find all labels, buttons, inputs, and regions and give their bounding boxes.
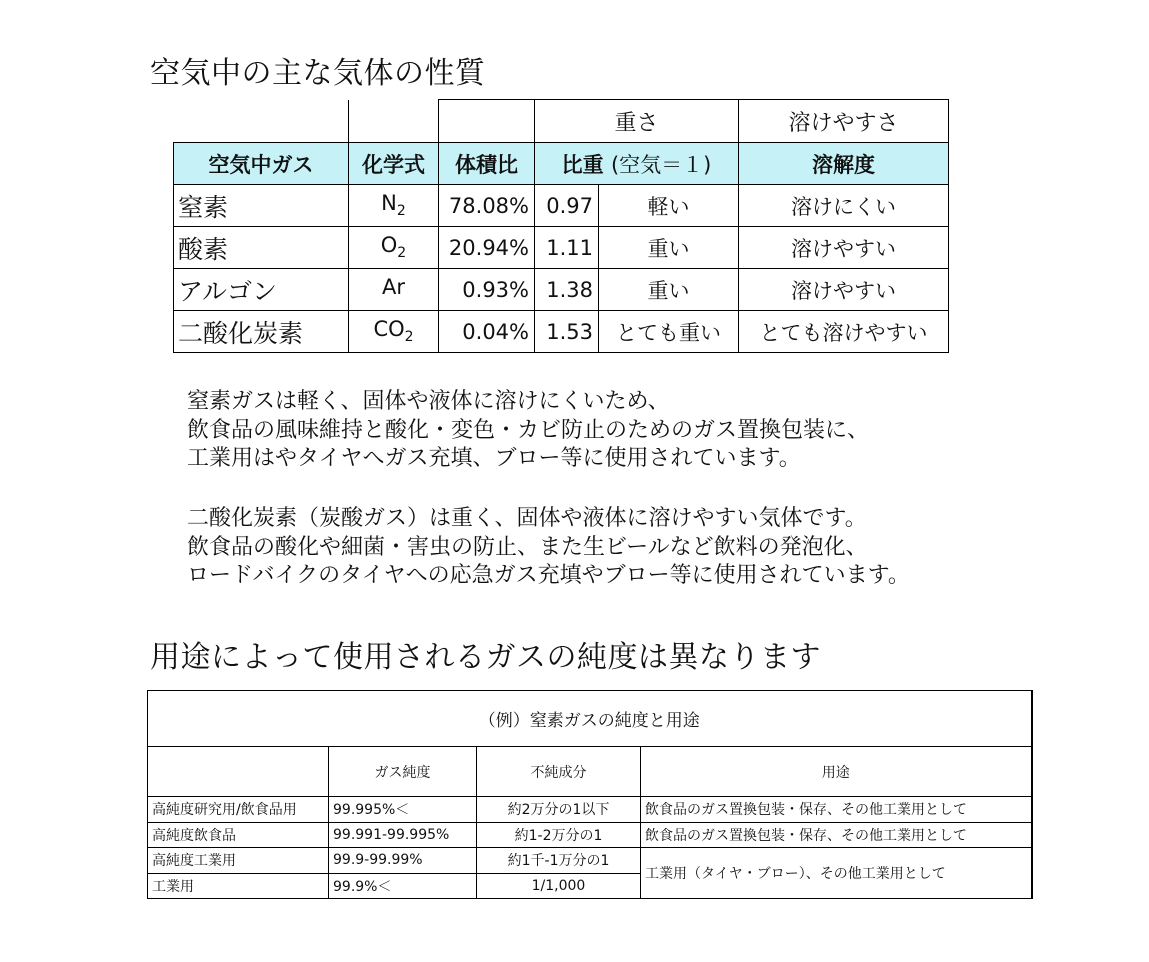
purity-value: 99.9-99.99%: [329, 848, 477, 874]
gas-sg: 1.38: [535, 269, 599, 311]
gas-volume: 20.94%: [439, 227, 535, 269]
purity-grade: 工業用: [148, 873, 329, 899]
purity-value: 99.9%＜: [329, 873, 477, 899]
header-volume: 体積比: [439, 143, 535, 185]
gas-weight: とても重い: [599, 311, 739, 353]
section-title-gas-properties: 空気中の主な気体の性質: [150, 56, 486, 91]
table-row: [148, 797, 1032, 823]
gas-sg: 0.97: [535, 185, 599, 227]
gas-volume: 78.08%: [439, 185, 535, 227]
section-title-purity: 用途によって使用されるガスの純度は異なります: [150, 640, 821, 675]
header-formula: 化学式: [349, 143, 439, 185]
paragraph-line: 飲食品の酸化や細菌・害虫の防止、また生ビールなど飲料の発泡化、: [187, 534, 868, 560]
gas-formula: Ar: [349, 269, 439, 311]
paragraph-line: 工業用はやタイヤへガス充填、ブロー等に使用されています。: [187, 446, 801, 471]
header-sg-label: 比重: [561, 152, 604, 177]
group-header-weight: 重さ: [535, 100, 739, 143]
header-sg-note: (空気＝１): [610, 152, 712, 177]
usage-value: 飲食品のガス置換包装・保存、その他工業用として: [641, 822, 1032, 848]
impurity-value: 約1千-1万分の1: [477, 848, 641, 874]
impurity-value: 約1-2万分の1: [477, 822, 641, 848]
gas-name: 窒素: [174, 185, 349, 227]
purity-grade: 高純度飲食品: [148, 822, 329, 848]
table-row: [174, 185, 949, 227]
gas-formula: $O_2$: [349, 227, 439, 269]
impurity-value: 1/1,000: [477, 873, 641, 899]
nitrogen-purity-table: [147, 690, 1033, 899]
purity-header-row: [148, 747, 1032, 797]
purity-grade: 高純度研究用/飲食品用: [148, 797, 329, 823]
header-impurity: 不純成分: [477, 747, 641, 797]
usage-value: 工業用（タイヤ・ブロー）、その他工業用として: [641, 848, 1032, 899]
gas-solubility: 溶けやすい: [739, 269, 949, 311]
gas-solubility: 溶けやすい: [739, 227, 949, 269]
table-header-row: [174, 143, 949, 185]
usage-value: 飲食品のガス置換包装・保存、その他工業用として: [641, 797, 1032, 823]
gas-weight: 重い: [599, 269, 739, 311]
gas-formula: $CO_2$: [349, 311, 439, 353]
gas-sg: 1.53: [535, 311, 599, 353]
purity-value: 99.995%＜: [329, 797, 477, 823]
gas-weight: 軽い: [599, 185, 739, 227]
purity-table-title-row: [148, 691, 1032, 747]
header-purity: ガス純度: [329, 747, 477, 797]
blank-cell: [174, 100, 349, 143]
blank-cell: [439, 100, 535, 143]
gas-volume: 0.93%: [439, 269, 535, 311]
header-solubility: 溶解度: [739, 143, 949, 185]
impurity-value: 約2万分の1以下: [477, 797, 641, 823]
gas-volume: 0.04%: [439, 311, 535, 353]
header-grade: [148, 747, 329, 797]
nitrogen-description: [187, 388, 869, 474]
paragraph-line: 二酸化炭素（炭酸ガス）は重く、固体や液体に溶けやすい気体です。: [187, 506, 867, 531]
table-row: [148, 822, 1032, 848]
co2-description: [187, 505, 910, 591]
header-specific-gravity: [535, 143, 739, 185]
gas-name: アルゴン: [174, 269, 349, 311]
purity-value: 99.991-99.995%: [329, 822, 477, 848]
paragraph-line: 窒素ガスは軽く、固体や液体に溶けにくいため、: [187, 389, 670, 414]
gas-solubility: 溶けにくい: [739, 185, 949, 227]
header-gas: 空気中ガス: [174, 143, 349, 185]
table-row: [174, 227, 949, 269]
gas-properties-table: [173, 99, 949, 353]
purity-grade: 高純度工業用: [148, 848, 329, 874]
table-row: [174, 269, 949, 311]
group-header-solubility: 溶けやすさ: [739, 100, 949, 143]
paragraph-line: ロードバイクのタイヤへの応急ガス充填やブロー等に使用されています。: [187, 563, 910, 588]
gas-weight: 重い: [599, 227, 739, 269]
gas-formula: $N_2$: [349, 185, 439, 227]
paragraph-line: 飲食品の風味維持と酸化・変色・カビ防止のためのガス置換包装に、: [187, 417, 870, 443]
group-header-row: [174, 100, 949, 143]
gas-name: 酸素: [174, 227, 349, 269]
table-row: [148, 848, 1032, 874]
blank-cell: [349, 100, 439, 143]
gas-sg: 1.11: [535, 227, 599, 269]
table-row: [174, 311, 949, 353]
header-usage: 用途: [641, 747, 1032, 797]
gas-solubility: とても溶けやすい: [739, 311, 949, 353]
gas-name: 二酸化炭素: [174, 311, 349, 353]
purity-table-title: （例）窒素ガスの純度と用途: [148, 691, 1032, 747]
